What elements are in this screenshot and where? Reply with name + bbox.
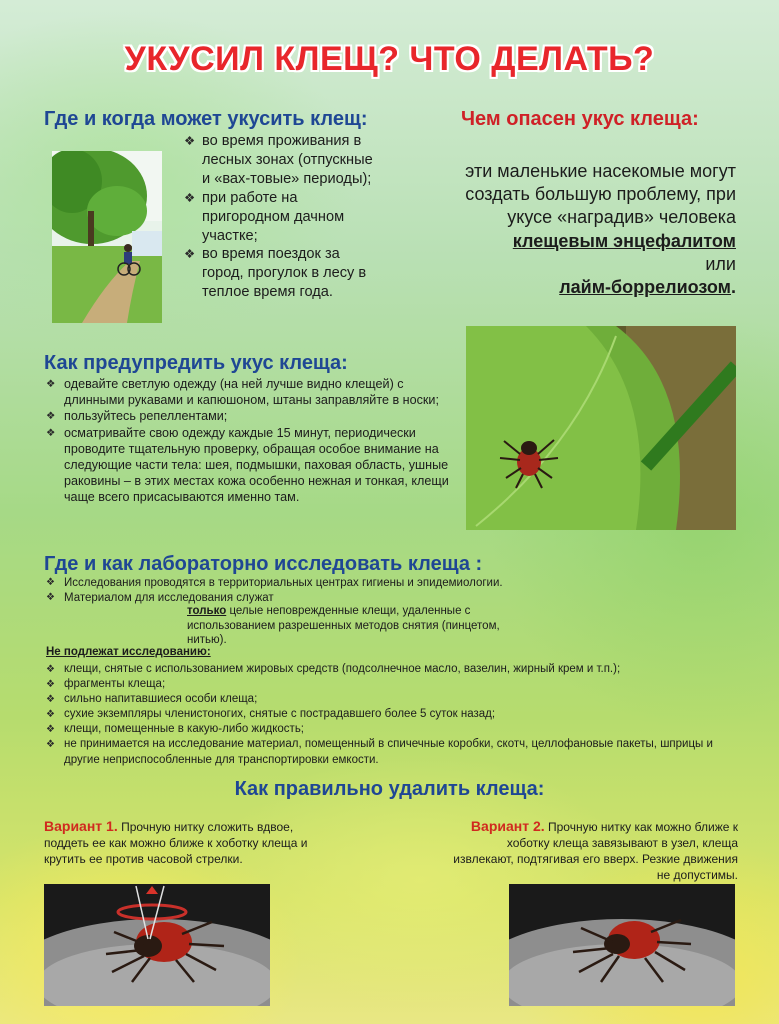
list-item: ❖ фрагменты клеща; xyxy=(46,677,746,692)
remove-heading: Как правильно удалить клеща: xyxy=(234,778,545,800)
where-heading: Где и когда может укусить клещ: xyxy=(44,108,368,130)
lab-only-text xyxy=(187,604,507,648)
list-item: ❖ во время поездок за город, прогулок в лесу в теплое время года. xyxy=(184,245,384,302)
danger-text: эти маленькие насекомые могут создать большую проблему, при укусе «наградив» человека xyxy=(465,161,736,228)
poster-title: УКУСИЛ КЛЕЩ? ЧТО ДЕЛАТЬ? xyxy=(124,40,655,78)
list-item: ❖ одевайте светлую одежду (на ней лучше видно клещей) с длинными рукавами и капюшоном, штаны заправляйте в носки; xyxy=(46,376,466,408)
list-item: ❖ осматривайте свою одежду каждые 15 минут, периодически проводите тщательную проверку, обращая особое внимание на следующие части тела: шея, подмышки, паховая область, ушные раковины – в этих местах кожа особенно нежная и тонкая, клещи чаще всего присасываются именно там. xyxy=(46,425,466,506)
list-item: ❖ при работе на пригородном дачном участке; xyxy=(184,189,384,246)
list-item: ❖ не принимается на исследование материал, помещенный в спичечные коробки, скотч, целлофановые пакеты, шприцы и другие неприспособленные для транспортировки емкости. xyxy=(46,737,746,767)
danger-or: или xyxy=(705,253,736,274)
only-rest: целые неповрежденные клещи, удаленные с использованием разрешенных методов снятия (пинцетом, нитью). xyxy=(187,605,500,646)
list-item: ❖ пользуйтесь репеллентами; xyxy=(46,408,466,424)
list-item: ❖ во время проживания в лесных зонах (отпускные и «вах-товые» периоды); xyxy=(184,132,384,189)
tick-knot-photo xyxy=(509,884,735,1006)
prevent-heading: Как предупредить укус клеща: xyxy=(44,352,348,374)
only-word: только xyxy=(187,605,227,617)
list-item: ❖ сухие экземпляры членистоногих, снятые с пострадавшего более 5 суток назад; xyxy=(46,707,746,722)
variant-2-text: Прочную нитку как можно ближе к хоботку клеща завязывают в узел, клеща извлекают, подтягивая его вверх. Резкие движения не допустимы. xyxy=(453,820,738,882)
disease-borreliosis: лайм-боррелиозом xyxy=(559,277,731,298)
list-item: ❖ Исследования проводятся в территориальных центрах гигиены и эпидемиологии. xyxy=(46,576,646,591)
variant-2-label: Вариант 2. xyxy=(470,818,545,834)
where-list xyxy=(184,132,384,302)
danger-heading: Чем опасен укус клеща: xyxy=(461,108,699,130)
forest-path-photo xyxy=(52,151,162,323)
lab-list xyxy=(46,576,646,605)
danger-text-block xyxy=(440,160,736,299)
danger-end: . xyxy=(730,277,736,298)
variant-2 xyxy=(448,818,738,883)
list-item: ❖ клещи, снятые с использованием жировых средств (подсолнечное масло, вазелин, жирный крем и т.п.); xyxy=(46,662,746,677)
not-subject-list xyxy=(46,662,746,768)
list-item: ❖ Материалом для исследования служат xyxy=(46,591,646,606)
variant-1 xyxy=(44,818,334,867)
variant-1-label: Вариант 1. xyxy=(44,818,118,834)
disease-encephalitis: клещевым энцефалитом xyxy=(512,230,736,251)
list-item: ❖ сильно напитавшиеся особи клеща; xyxy=(46,692,746,707)
tick-on-leaf-photo xyxy=(466,326,736,530)
variant-1-text: Прочную нитку сложить вдвое, поддеть ее как можно ближе к хоботку клеща и крутить ее против часовой стрелки. xyxy=(44,820,308,866)
not-subject-heading: Не подлежат исследованию: xyxy=(46,646,211,658)
lab-heading: Где и как лабораторно исследовать клеща : xyxy=(44,553,483,575)
list-item: ❖ клещи, помещенные в какую-либо жидкость; xyxy=(46,722,746,737)
tick-thread-photo xyxy=(44,884,270,1006)
prevent-list xyxy=(46,376,466,506)
